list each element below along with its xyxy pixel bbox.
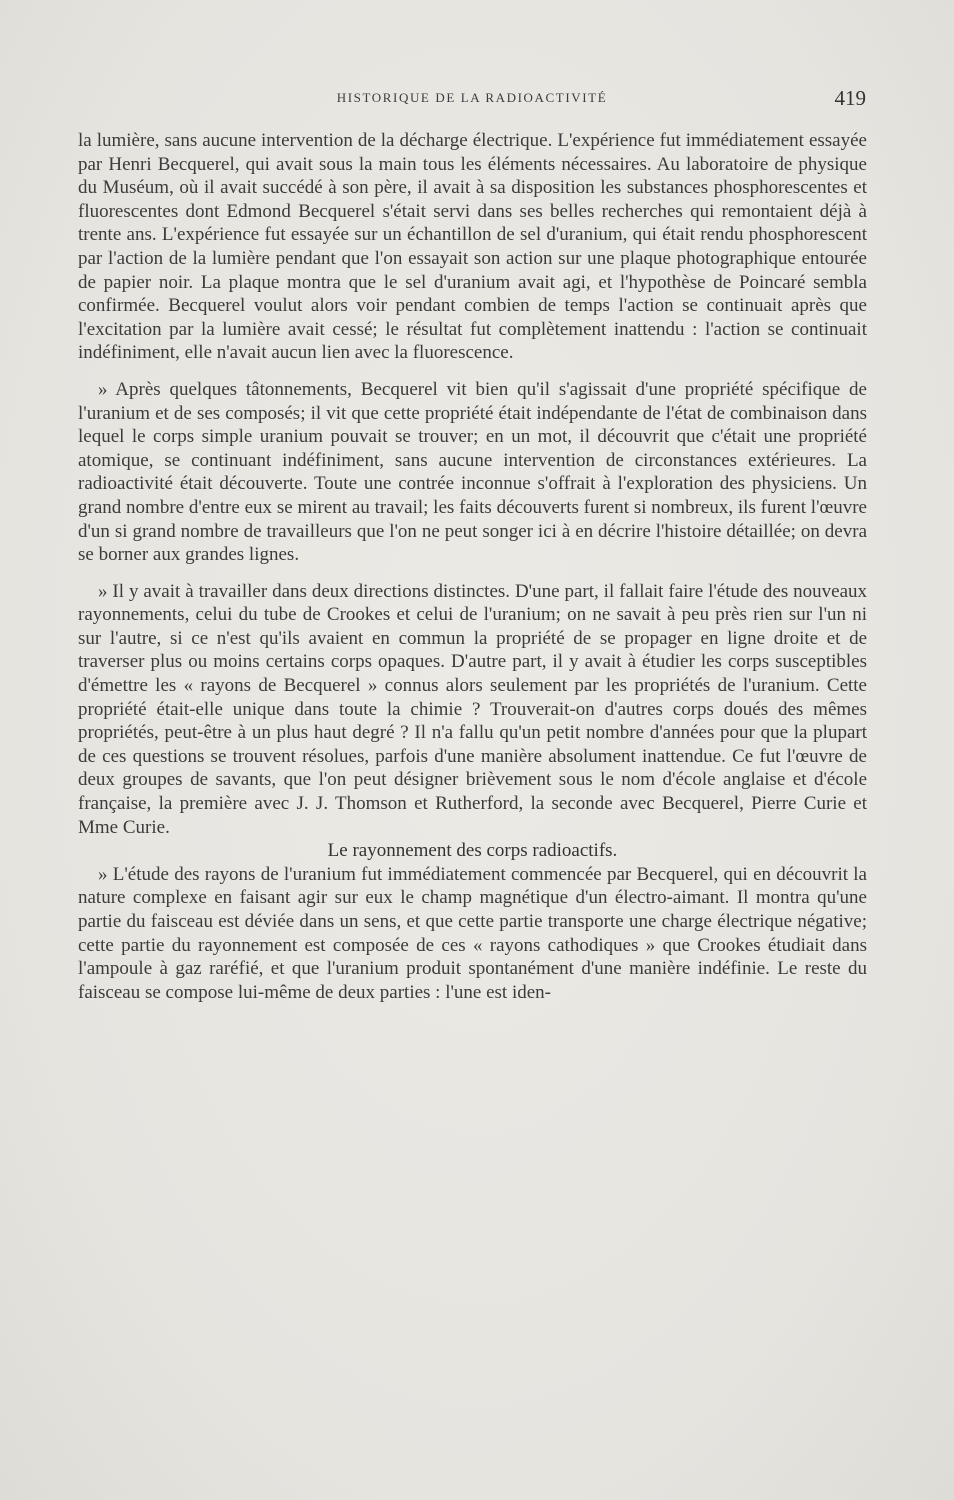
paragraph-uranium-rays: » L'étude des rayons de l'uranium fut immédiatement commencée par Becquerel, qui en découvrit la nature complexe en faisant agir sur eux le champ magnétique d'un électro-aimant. Il montra qu'une partie du faisceau est déviée dans un sens, et que cette partie transporte une charge électrique négative; cette partie du rayonnement est composée de ces « rayons cathodiques » que Crookes étudiait dans l'ampoule à gaz raréfié, et que l'uranium produit spontanément d'une manière indéfinie. Le reste du faisceau se compose lui-même de deux parties : l'une est iden- xyxy=(78,863,867,1003)
running-title: HISTORIQUE DE LA RADIOACTIVITÉ xyxy=(336,90,608,105)
paragraph-discovery: » Après quelques tâtonnements, Becquerel vit bien qu'il s'agissait d'une propriété spécifique de l'uranium et de ses composés; il vit que cette propriété était indépendante de l'état de combinaison dans lequel le corps simple uranium pouvait se trouver; en un mot, il découvrit que c'était une propriété atomique, se continuant indéfiniment, sans aucune intervention de circonstances extérieures. La radioactivité était découverte. Toute une contrée inconnue s'offrait à l'exploration des physiciens. Un grand nombre d'entre eux se mirent au travail; les faits découverts furent si nombreux, ils furent l'œuvre d'un si grand nombre de travailleurs que l'on ne peut songer ici à en décrire l'histoire détaillée; on devra se borner aux grandes lignes. xyxy=(78,378,867,566)
running-header xyxy=(78,86,866,112)
body-text xyxy=(78,129,867,1004)
page-number: 419 xyxy=(834,86,866,110)
paragraph-continuation: la lumière, sans aucune intervention de la décharge électrique. L'expérience fut immédiatement essayée par Henri Becquerel, qui avait sous la main tous les éléments nécessaires. Au laboratoire de physique du Muséum, où il avait succédé à son père, il avait à sa disposition les substances phosphorescentes et fluorescentes dont Edmond Becquerel s'était servi dans ses belles recherches qui remontaient déjà à trente ans. L'expérience fut essayée sur un échantillon de sel d'uranium, qui était rendu phosphorescent par l'action de la lumière pendant que l'on essayait son action sur une plaque photographique entourée de papier noir. La plaque montra que le sel d'uranium avait agi, et l'hypothèse de Poincaré sembla confirmée. Becquerel voulut alors voir pendant combien de temps l'action se continuait après que l'excitation par la lumière avait cessé; le résultat fut complètement inattendu : l'action se continuait indéfiniment, elle n'avait aucun lien avec la fluorescence. xyxy=(78,130,867,364)
section-heading: Le rayonnement des corps radioactifs. xyxy=(327,840,618,862)
paragraph-two-directions: » Il y avait à travailler dans deux directions distinctes. D'une part, il fallait faire l'étude des nouveaux rayonnements, celui du tube de Crookes et celui de l'uranium; on ne savait à peu près rien sur l'un ni sur l'autre, si ce n'est qu'ils avaient en commun la propriété de se propager en ligne droite et de traverser plus ou moins certains corps opaques. D'autre part, il y avait à étudier les corps susceptibles d'émettre les « rayons de Becquerel » connus alors seulement par les propriétés de l'uranium. Cette propriété était-elle unique dans toute la chimie ? Trouverait-on d'autres corps doués des mêmes propriétés, peut-être à un plus haut degré ? Il n'a fallu qu'un petit nombre d'années pour que la plupart de ces questions se trouvent résolues, parfois d'une manière absolument inattendue. Ce fut l'œuvre de deux groupes de savants, que l'on peut désigner brièvement sous le nom d'école anglaise et d'école française, la première avec J. J. Thomson et Rutherford, la seconde avec Becquerel, Pierre Curie et Mme Curie. xyxy=(78,580,867,838)
